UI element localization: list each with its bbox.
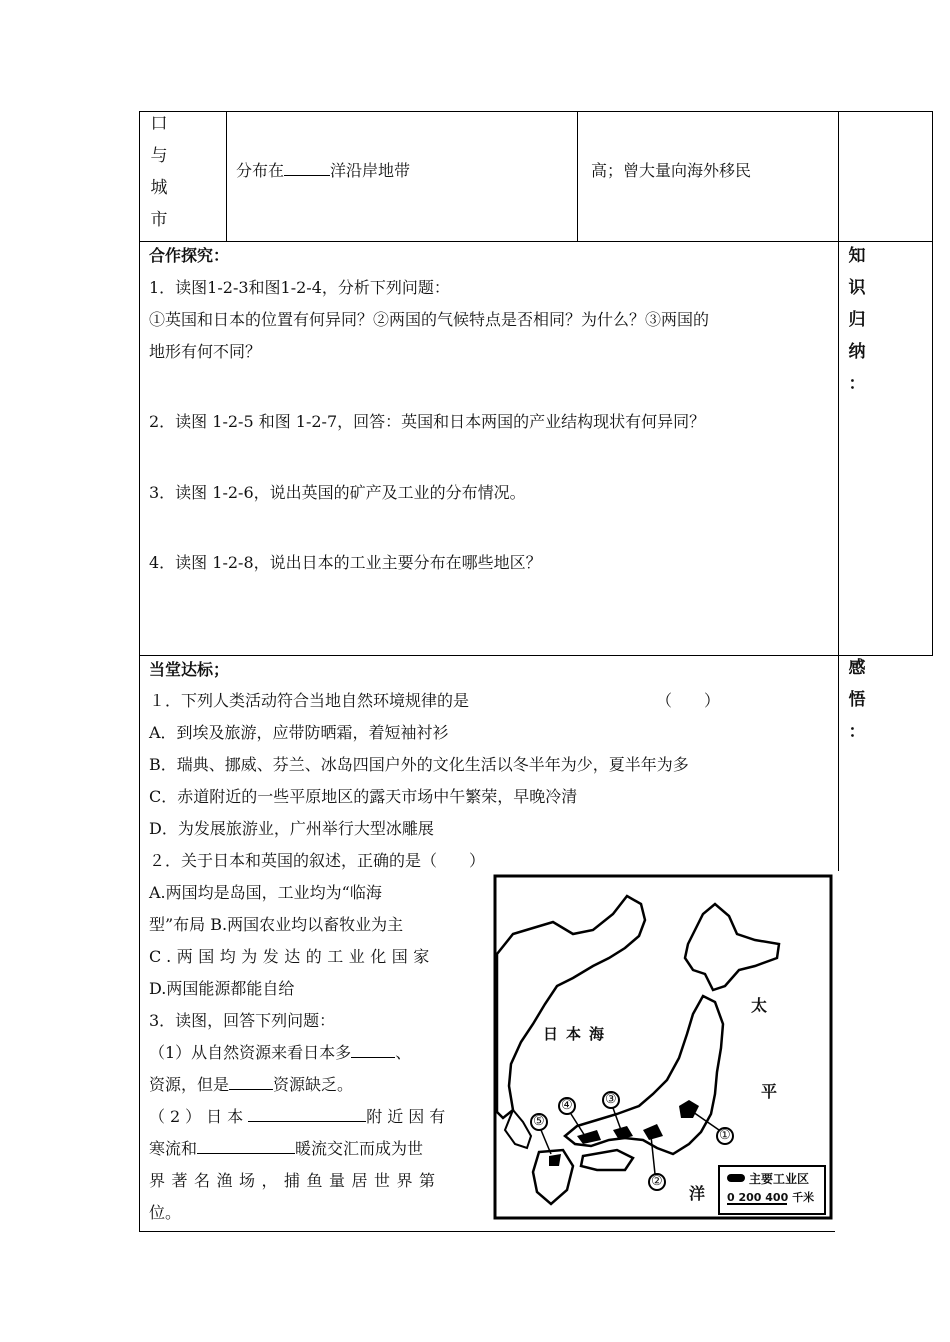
marker-4: ④ <box>561 1098 573 1113</box>
test-q2-option-d: D.两国能源都能自给 <box>149 979 295 998</box>
side-char: 归 <box>848 310 866 330</box>
row-header-char: 市 <box>150 210 168 230</box>
marker-1: ① <box>719 1128 731 1143</box>
coop-q4: 4．读图 1-2-8，说出日本的工业主要分布在哪些地区？ <box>149 553 542 572</box>
side-char: 识 <box>848 278 866 298</box>
marker-5: ⑤ <box>533 1114 545 1129</box>
test-q2-option-a: A.两国均是岛国，工业均为“临海 <box>149 883 382 902</box>
test-q3-2-line4: 位。 <box>149 1203 182 1222</box>
q3-1-text: （1）从自然资源来看日本多 <box>149 1043 352 1062</box>
test-q1-option-a: A．到埃及旅游，应带防晒霜，着短袖衬衫 <box>149 723 449 742</box>
marker-3: ③ <box>605 1092 617 1107</box>
ocean-blank[interactable] <box>284 161 330 176</box>
test-q1-option-b: B．瑞典、挪威、芬兰、冰岛四国户外的文化生活以冬半年为少，夏半年为多 <box>149 755 689 774</box>
coop-q1-line3: 地形有何不同？ <box>149 342 262 361</box>
test-q1: １．下列人类活动符合当地自然环境规律的是 <box>149 691 470 710</box>
sea-char: 本 <box>566 1025 590 1043</box>
scale-label: 0 200 400 千米 <box>727 1191 815 1204</box>
test-q1-option-d: D．为发展旅游业，广州举行大型冰雕展 <box>149 819 434 838</box>
side-char: ： <box>848 722 866 742</box>
test-heading: 当堂达标； <box>149 660 230 679</box>
table-row1-bottom <box>139 241 933 242</box>
test-q1-option-c: C．赤道附近的一些平原地区的露天市场中午繁荣，早晚冷清 <box>149 787 578 806</box>
col-divider-side <box>838 111 839 871</box>
pacific-label-3: 洋 <box>689 1184 706 1203</box>
resource-blank-2[interactable] <box>229 1075 273 1090</box>
table-bottom-border <box>139 1231 835 1232</box>
col-divider-1 <box>226 111 227 242</box>
coop-heading: 合作探究： <box>149 246 230 265</box>
distribution-cell <box>236 161 410 181</box>
distribution-text-before: 分布在 <box>236 161 285 180</box>
coop-q3: 3．读图 1-2-6，说出英国的矿产及工业的分布情况。 <box>149 483 526 502</box>
coop-q1-line2: ①英国和日本的位置有何异同？②两国的气候特点是否相同？为什么？③两国的 <box>149 310 710 329</box>
distribution-text-after: 洋沿岸地带 <box>330 161 411 180</box>
knowledge-summary-label <box>846 240 868 400</box>
q3-2-text: （2）日本 <box>149 1107 249 1126</box>
table-row2-bottom <box>139 655 933 656</box>
table-left-border <box>139 111 140 1232</box>
side-char: 纳 <box>848 342 866 362</box>
q3-2-text4: 暖流交汇而成为世 <box>295 1139 424 1158</box>
col-divider-2 <box>577 111 578 242</box>
side-char: 悟 <box>848 690 866 710</box>
test-q3-1-line1 <box>149 1043 411 1063</box>
row-header-char: 城 <box>150 178 168 198</box>
q3-2-text2: 附近因有 <box>366 1107 451 1126</box>
reflection-label <box>846 652 868 748</box>
test-q3: 3．读图，回答下列问题： <box>149 1011 336 1030</box>
coop-q2: 2．读图 1-2-5 和图 1-2-7，回答：英国和日本两国的产业结构现状有何异同？ <box>149 412 706 431</box>
row-header-char: 口 <box>150 114 168 134</box>
legend-label: 主要工业区 <box>749 1172 810 1186</box>
sea-char: 日 <box>543 1025 567 1043</box>
test-q3-2-line2 <box>149 1139 423 1159</box>
table-top-border <box>139 111 933 112</box>
row-header-vertical <box>148 108 170 236</box>
q3-1-text2: 资源，但是 <box>149 1075 230 1094</box>
pacific-label-2: 平 <box>761 1082 778 1101</box>
q3-1-sep: 、 <box>395 1043 412 1062</box>
q3-2-text3: 寒流和 <box>149 1139 198 1158</box>
q3-1-text3: 资源缺乏。 <box>273 1075 354 1094</box>
marker-2: ② <box>651 1174 663 1189</box>
side-char: 知 <box>848 246 866 266</box>
test-q2: ２．关于日本和英国的叙述，正确的是（ ） <box>149 851 486 870</box>
test-q3-2-line3: 界著名渔场，捕鱼量居世界第 <box>149 1171 442 1190</box>
emigration-cell: 高；曾大量向海外移民 <box>591 161 752 180</box>
pacific-label-1: 太 <box>751 996 768 1015</box>
table-right-border <box>932 111 933 655</box>
sea-char: 海 <box>589 1025 613 1043</box>
side-char: ： <box>848 374 866 394</box>
coop-q1-line1: 1．读图1-2-3和图1-2-4，分析下列问题： <box>149 278 450 297</box>
location-blank[interactable] <box>248 1107 366 1122</box>
japan-industry-map <box>493 874 833 1220</box>
row-header-char: 与 <box>150 146 168 166</box>
test-q2-option-c: C.两国均为发达的工业化国家 <box>149 947 435 966</box>
resource-blank-1[interactable] <box>351 1043 395 1058</box>
warm-current-blank[interactable] <box>197 1139 295 1154</box>
side-char: 感 <box>848 658 866 678</box>
test-q3-2-line1 <box>149 1107 450 1127</box>
sea-of-japan-label <box>543 1024 612 1044</box>
test-q1-paren: （ ） <box>656 691 721 710</box>
test-q3-1-line2 <box>149 1075 353 1095</box>
test-q2-option-a-cont: 型”布局 B.两国农业均以畜牧业为主 <box>149 915 404 934</box>
